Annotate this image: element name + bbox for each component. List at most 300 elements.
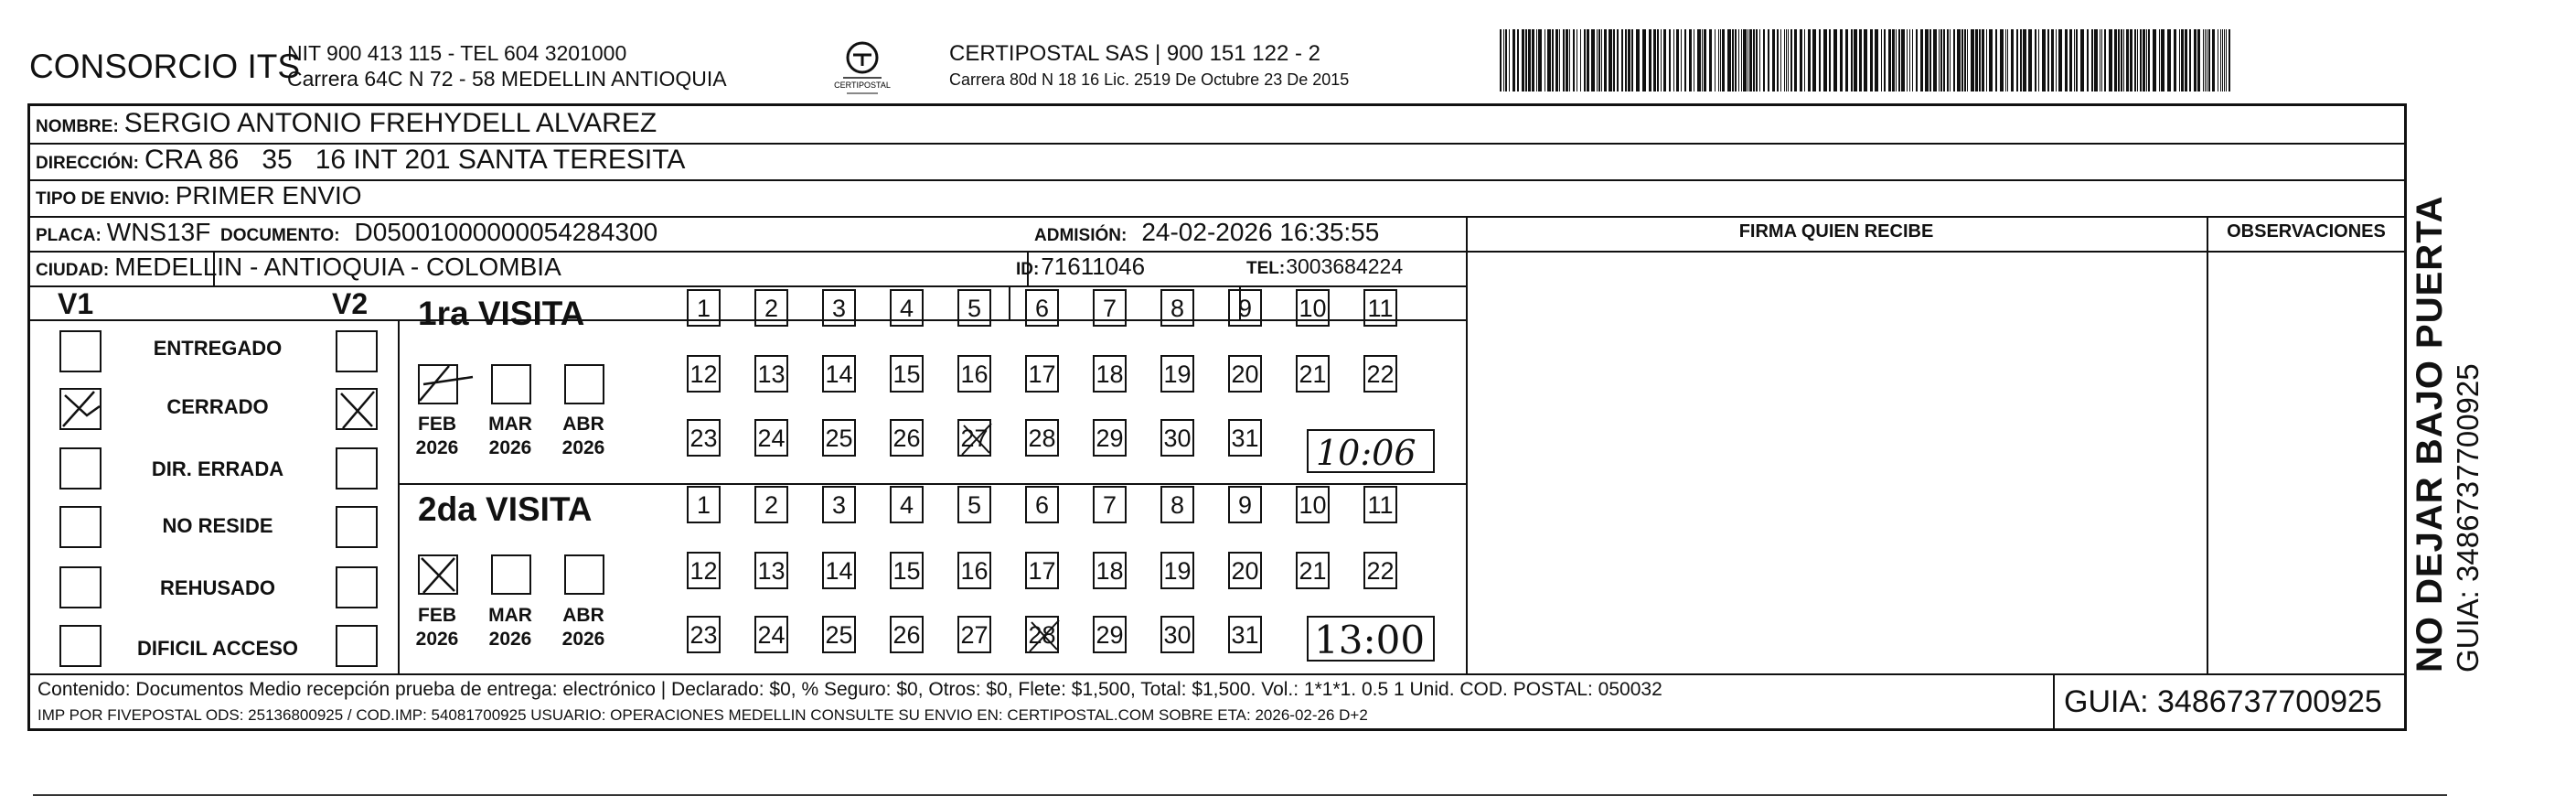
barcode-bar: [1971, 29, 1974, 91]
visit-1-month-mar-label: MAR 2026: [488, 414, 532, 458]
barcode-bar: [1718, 29, 1719, 91]
visit-1-title: 1ra VISITA: [418, 295, 585, 332]
visit-1-day-2[interactable]: 2: [754, 289, 788, 327]
barcode-bar: [1892, 29, 1895, 91]
barcode-bar: [1979, 29, 1981, 91]
barcode-bar: [1907, 29, 1908, 91]
visit-2-day-16[interactable]: 16: [957, 552, 991, 589]
barcode-bar: [1735, 29, 1737, 91]
visit-1-day-8[interactable]: 8: [1160, 289, 1194, 327]
barcode-bar: [2161, 29, 2164, 91]
barcode-bar: [1950, 29, 1951, 91]
visit-2-day-17[interactable]: 17: [1025, 552, 1059, 589]
barcode-bar: [1753, 29, 1755, 91]
barcode-bar: [1909, 29, 1910, 91]
barcode-bar: [1661, 29, 1662, 91]
barcode-bar: [1953, 29, 1955, 91]
documento-value: D05001000000054284300: [354, 218, 658, 246]
visit-2-day-28[interactable]: 28: [1025, 616, 1059, 653]
visit-2-day-26[interactable]: 26: [890, 616, 924, 653]
visit-2-day-25[interactable]: 25: [822, 616, 856, 653]
barcode-bar: [2212, 29, 2215, 91]
barcode-bar: [2220, 29, 2221, 91]
row-tel: [1246, 254, 1403, 279]
barcode-bar: [1512, 29, 1515, 91]
visit-1-month-abr-checkbox[interactable]: [564, 364, 604, 404]
x-mark-icon: [418, 554, 458, 595]
barcode-bar: [1788, 29, 1789, 91]
barcode-bar: [1609, 29, 1612, 91]
visit-2-month-mar-label: MAR 2026: [488, 605, 532, 650]
x-mark-icon: [336, 388, 378, 430]
opt-entregado: ENTREGADO: [153, 337, 283, 360]
barcode-bar: [1532, 29, 1534, 91]
barcode-bar: [2094, 29, 2098, 91]
barcode-bar: [2069, 29, 2072, 91]
v2-checkbox-cerrado[interactable]: [336, 388, 378, 430]
visit-1-day-9[interactable]: 9: [1228, 289, 1262, 327]
visit-1-day-13[interactable]: 13: [754, 355, 788, 393]
certipostal-logo: [828, 35, 896, 101]
visit-1-day-4[interactable]: 4: [890, 289, 924, 327]
visit-1-day-6[interactable]: 6: [1025, 289, 1059, 327]
side-text: [2410, 195, 2485, 672]
visit-2-day-8[interactable]: 8: [1160, 486, 1194, 523]
barcode-bar: [2011, 29, 2014, 91]
certipostal-line: CERTIPOSTAL SAS | 900 151 122 - 2: [949, 41, 1320, 66]
barcode-bar: [2005, 29, 2006, 91]
opt-no-reside: NO RESIDE: [162, 514, 273, 537]
row-placa: [36, 218, 210, 247]
barcode-bar: [1933, 29, 1937, 91]
barcode-bar: [1929, 29, 1931, 91]
v2-checkbox-dir-errada[interactable]: [336, 447, 378, 490]
visit-1-month-feb-checkbox[interactable]: [418, 364, 458, 404]
barcode-bar: [1720, 29, 1721, 91]
tipo-label: TIPO DE ENVIO:: [36, 189, 170, 209]
visit-2-day-5[interactable]: 5: [957, 486, 991, 523]
barcode-bar: [1566, 29, 1568, 91]
delivery-form: [27, 103, 2407, 731]
nit-line: NIT 900 413 115 - TEL 604 3201000: [287, 41, 627, 65]
v2-checkbox-no-reside[interactable]: [336, 506, 378, 548]
company-name: CONSORCIO ITS: [29, 48, 301, 85]
barcode-bar: [2114, 29, 2117, 91]
barcode-bar: [1870, 29, 1873, 91]
barcode-bar: [1851, 29, 1853, 91]
footer-content-line: Contenido: Documentos Medio recepción prueba de entrega: electrónico | Declarado: $0, % Seguro: $0, Otros: $0, Flete: $1,500, Total: $1,500. Vol.: 1*1*1. 0.5 1 Unid. COD. POSTAL: 050032: [37, 679, 1662, 700]
barcode-bar: [2074, 29, 2075, 91]
visit-2-day-11[interactable]: 11: [1363, 486, 1397, 523]
visit-1-day-27[interactable]: 27: [957, 419, 991, 457]
barcode-bar: [1563, 29, 1565, 91]
visit-2-day-1[interactable]: 1: [687, 486, 721, 523]
visit-2-day-27[interactable]: 27: [957, 616, 991, 653]
firma-header: FIRMA QUIEN RECIBE: [1738, 221, 1934, 242]
barcode-bar: [2104, 29, 2106, 91]
row-admision: [1034, 218, 1379, 247]
row-tipo: [36, 181, 362, 210]
barcode-bar: [2153, 29, 2156, 91]
visit-2-day-18[interactable]: 18: [1093, 552, 1127, 589]
barcode-bar: [1786, 29, 1787, 91]
barcode-bar: [1538, 29, 1542, 91]
barcode-bar: [2167, 29, 2171, 91]
visit-2-day-10[interactable]: 10: [1296, 486, 1330, 523]
barcode-bar: [1875, 29, 1878, 91]
barcode-bar: [2179, 29, 2180, 91]
row-documento: [220, 218, 657, 247]
visit-2-month-feb-checkbox[interactable]: [418, 554, 458, 595]
barcode-bar: [2016, 29, 2018, 91]
visit-2-day-2[interactable]: 2: [754, 486, 788, 523]
barcode-bar: [1617, 29, 1619, 91]
visit-1-day-3[interactable]: 3: [822, 289, 856, 327]
tipo-value: PRIMER ENVIO: [175, 181, 362, 210]
barcode-bar: [1584, 29, 1586, 91]
visit-1-day-11[interactable]: 11: [1363, 289, 1397, 327]
row-ciudad: [36, 253, 561, 282]
id-label: ID:: [1016, 260, 1040, 279]
barcode-bar: [2137, 29, 2138, 91]
barcode-bar: [1925, 29, 1929, 91]
barcode-bar: [1503, 29, 1504, 91]
barcode-bar: [1916, 29, 1918, 91]
barcode-bar: [2126, 29, 2129, 91]
barcode-bar: [1649, 29, 1651, 91]
visit-1-day-30[interactable]: 30: [1160, 419, 1194, 457]
ciudad-value: MEDELLIN - ANTIOQUIA - COLOMBIA: [114, 253, 561, 281]
barcode-bar: [2229, 29, 2230, 91]
barcode-bar: [1613, 29, 1615, 91]
documento-label: DOCUMENTO:: [220, 226, 340, 245]
barcode-bar: [1681, 29, 1682, 91]
barcode-bar: [1756, 29, 1758, 91]
admision-label: ADMISIÓN:: [1034, 226, 1128, 245]
barcode-bar: [1790, 29, 1792, 91]
direccion-value: CRA 86 35 16 INT 201 SANTA TERESITA: [144, 145, 686, 175]
row-nombre: [36, 108, 657, 139]
license-line: Carrera 80d N 18 16 Lic. 2519 De Octubre 23 De 2015: [949, 70, 1350, 89]
barcode-bar: [1947, 29, 1949, 91]
barcode-bar: [1684, 29, 1686, 91]
placa-value: WNS13F: [106, 218, 211, 246]
visit-1-month-mar-checkbox[interactable]: [491, 364, 531, 404]
visit-2-month-mar-checkbox[interactable]: [491, 554, 531, 595]
barcode-bar: [1743, 29, 1747, 91]
barcode-bar: [1669, 29, 1671, 91]
barcode-bar: [2226, 29, 2227, 91]
barcode-bar: [1943, 29, 1945, 91]
id-value: 71611046: [1041, 253, 1146, 280]
barcode-bar: [1604, 29, 1607, 91]
barcode-bar: [2203, 29, 2204, 91]
visit-1-day-23[interactable]: 23: [687, 419, 721, 457]
direccion-label: DIRECCIÓN:: [36, 154, 139, 173]
barcode-bar: [1598, 29, 1600, 91]
barcode-bar: [1777, 29, 1779, 91]
certipostal-info: [949, 40, 1349, 93]
visit-1-month-feb-label: FEB 2026: [415, 414, 459, 458]
ciudad-label: CIUDAD:: [36, 261, 110, 280]
barcode-bar: [1505, 29, 1507, 91]
barcode-bar: [1536, 29, 1537, 91]
barcode-bar: [1898, 29, 1900, 91]
barcode-bar: [1896, 29, 1897, 91]
barcode-bar: [2101, 29, 2102, 91]
nombre-label: NOMBRE:: [36, 117, 119, 136]
barcode-bar: [1763, 29, 1765, 91]
footer-info-line: IMP POR FIVEPOSTAL ODS: 25136800925 / COD.IMP: 54081700925 USUARIO: OPERACIONES MEDELLIN CONSULTE SU ENVIO EN: CERTIPOSTAL.COM SOBRE ETA: 2026-02-26 D+2: [37, 706, 1368, 724]
barcode-bar: [1631, 29, 1633, 91]
tel-value: 3003684224: [1286, 254, 1404, 278]
barcode-bar: [1709, 29, 1712, 91]
barcode-bar: [1741, 29, 1742, 91]
no-dejar-warning: NO DEJAR BAJO PUERTA: [2410, 195, 2450, 672]
bottom-divider: [33, 794, 2447, 796]
barcode-bar: [1957, 29, 1961, 91]
side-guia: GUIA: 3486737700925: [2451, 363, 2485, 672]
visit-2-day-3[interactable]: 3: [822, 486, 856, 523]
visit-2-day-14[interactable]: 14: [822, 552, 856, 589]
barcode-bar: [1759, 29, 1760, 91]
visit-1-day-14[interactable]: 14: [822, 355, 856, 393]
barcode-bar: [1804, 29, 1805, 91]
visit-1-day-12[interactable]: 12: [687, 355, 721, 393]
barcode-bar: [2143, 29, 2145, 91]
barcode-bar: [2051, 29, 2054, 91]
admision-value: 24-02-2026 16:35:55: [1141, 218, 1380, 246]
visit-1-day-24[interactable]: 24: [754, 419, 788, 457]
check-mark-icon: [416, 360, 471, 403]
barcode-bar: [1989, 29, 1993, 91]
visit-1-day-18[interactable]: 18: [1093, 355, 1127, 393]
visit-1-day-16[interactable]: 16: [957, 355, 991, 393]
visit-1-day-26[interactable]: 26: [890, 419, 924, 457]
barcode-bar: [1587, 29, 1589, 91]
barcode-bar: [2121, 29, 2122, 91]
barcode-bar: [2174, 29, 2176, 91]
visit-1-month-abr-label: ABR 2026: [561, 414, 605, 458]
visit-2-title: 2da VISITA: [418, 490, 593, 528]
visit-2-day-7[interactable]: 7: [1093, 486, 1127, 523]
visit-2-day-29[interactable]: 29: [1093, 616, 1127, 653]
barcode-bar: [1517, 29, 1519, 91]
barcode-bar: [2134, 29, 2136, 91]
barcode-bar: [2091, 29, 2093, 91]
barcode-bar: [1982, 29, 1984, 91]
barcode-bar: [1901, 29, 1905, 91]
barcode-bar: [2185, 29, 2187, 91]
barcode-bar: [1525, 29, 1527, 91]
barcode-bar: [1986, 29, 1987, 91]
visit-2-day-22[interactable]: 22: [1363, 552, 1397, 589]
visit-1-day-7[interactable]: 7: [1093, 289, 1127, 327]
barcode-bar: [1912, 29, 1913, 91]
barcode-bar: [1621, 29, 1623, 91]
barcode-bar: [2087, 29, 2089, 91]
company-address: Carrera 64C N 72 - 58 MEDELLIN ANTIOQUIA: [287, 67, 727, 91]
visit-2-month-abr-checkbox[interactable]: [564, 554, 604, 595]
barcode-bar: [2035, 29, 2036, 91]
visit-2-day-21[interactable]: 21: [1296, 552, 1330, 589]
v1-checkbox-dificil-acceso[interactable]: [59, 625, 102, 667]
v1-checkbox-rehusado[interactable]: [59, 566, 102, 608]
barcode-bar: [2056, 29, 2057, 91]
barcode-bar: [1702, 29, 1703, 91]
barcode-bar: [1715, 29, 1716, 91]
visit-2-day-9[interactable]: 9: [1228, 486, 1262, 523]
barcode-bar: [1625, 29, 1627, 91]
visit-1-day-19[interactable]: 19: [1160, 355, 1194, 393]
barcode-bar: [1819, 29, 1821, 91]
visit-2-day-24[interactable]: 24: [754, 616, 788, 653]
barcode-bar: [2123, 29, 2124, 91]
barcode-bar: [2109, 29, 2112, 91]
visit-2-day-23[interactable]: 23: [687, 616, 721, 653]
visit-2-day-6[interactable]: 6: [1025, 486, 1059, 523]
barcode-bar: [2065, 29, 2068, 91]
barcode-bar: [1663, 29, 1666, 91]
barcode-bar: [1573, 29, 1575, 91]
v1-checkbox-no-reside[interactable]: [59, 506, 102, 548]
barcode-bar: [1995, 29, 1997, 91]
barcode-bar: [1628, 29, 1630, 91]
barcode-bar: [1552, 29, 1554, 91]
placa-label: PLACA:: [36, 226, 102, 245]
barcode-bar: [2140, 29, 2142, 91]
v1-checkbox-dir-errada[interactable]: [59, 447, 102, 490]
barcode-bar: [1812, 29, 1816, 91]
barcode-bar: [1772, 29, 1775, 91]
barcode-bar: [2194, 29, 2197, 91]
visit-2-day-13[interactable]: 13: [754, 552, 788, 589]
visit-1-day-20[interactable]: 20: [1228, 355, 1262, 393]
barcode-bar: [1528, 29, 1531, 91]
barcode-bar: [2020, 29, 2022, 91]
opt-dificil-acceso: DIFICIL ACCESO: [136, 637, 298, 660]
visit-2-day-20[interactable]: 20: [1228, 552, 1262, 589]
visit-2-day-30[interactable]: 30: [1160, 616, 1194, 653]
visit-1-day-15[interactable]: 15: [890, 355, 924, 393]
barcode-bar: [2197, 29, 2200, 91]
barcode-bar: [1920, 29, 1923, 91]
barcode-bar: [1840, 29, 1843, 91]
visit-1-day-22[interactable]: 22: [1363, 355, 1397, 393]
barcode-bar: [2118, 29, 2120, 91]
barcode-bar: [2159, 29, 2160, 91]
barcode-bar: [1888, 29, 1891, 91]
barcode-bar: [1864, 29, 1867, 91]
v2-header: V2: [332, 287, 369, 320]
visit-1-day-21[interactable]: 21: [1296, 355, 1330, 393]
visit-2-day-4[interactable]: 4: [890, 486, 924, 523]
barcode-bar: [1597, 29, 1598, 91]
x-mark-icon: [958, 420, 995, 458]
barcode-bar: [1749, 29, 1752, 91]
row-direccion: [36, 145, 685, 176]
barcode-bar: [1961, 29, 1963, 91]
barcode-bar: [1642, 29, 1646, 91]
visit-2-month-abr-label: ABR 2026: [561, 605, 605, 650]
barcode-bar: [1697, 29, 1701, 91]
v1-header: V1: [58, 287, 94, 320]
barcode-bar: [1975, 29, 1978, 91]
visit-1-day-28[interactable]: 28: [1025, 419, 1059, 457]
barcode-bar: [1676, 29, 1679, 91]
barcode-bar: [1859, 29, 1862, 91]
barcode-bar: [2080, 29, 2084, 91]
visit-1-day-25[interactable]: 25: [822, 419, 856, 457]
barcode-bar: [1509, 29, 1510, 91]
barcode-bar: [2076, 29, 2078, 91]
x-mark-icon: [1026, 617, 1063, 655]
nombre-value: SERGIO ANTONIO FREHYDELL ALVAREZ: [123, 108, 657, 138]
barcode-bar: [1884, 29, 1886, 91]
visit-1-day-29[interactable]: 29: [1093, 419, 1127, 457]
visit-2-hour-box[interactable]: [1307, 616, 1435, 662]
v1-checkbox-cerrado[interactable]: [59, 388, 102, 430]
footer-guia: GUIA: 3486737700925: [2064, 684, 2382, 719]
visit-1-day-1[interactable]: 1: [687, 289, 721, 327]
barcode-bar: [1580, 29, 1581, 91]
visit-1-hour-box[interactable]: [1307, 429, 1435, 473]
visit-1-day-17[interactable]: 17: [1025, 355, 1059, 393]
barcode-bar: [1881, 29, 1882, 91]
visit-2-day-19[interactable]: 19: [1160, 552, 1194, 589]
barcode-bar: [1555, 29, 1558, 91]
barcode-bar: [1845, 29, 1848, 91]
barcode-bar: [1738, 29, 1739, 91]
check-mark-icon: [59, 388, 102, 430]
company-info: [287, 40, 727, 91]
barcode-bar: [1636, 29, 1640, 91]
v2-checkbox-entregado[interactable]: [336, 330, 378, 372]
barcode-bar: [2222, 29, 2223, 91]
barcode-bar: [1722, 29, 1725, 91]
v2-checkbox-rehusado[interactable]: [336, 566, 378, 608]
logo-text: CERTIPOSTAL: [834, 81, 891, 90]
barcode-bar: [1591, 29, 1595, 91]
visit-2-day-31[interactable]: 31: [1228, 616, 1262, 653]
barcode-bar: [1673, 29, 1674, 91]
barcode-bar: [1569, 29, 1570, 91]
barcode-bar: [1823, 29, 1827, 91]
v1-checkbox-entregado[interactable]: [59, 330, 102, 372]
barcode-bar: [2130, 29, 2132, 91]
barcode-bar: [2189, 29, 2191, 91]
barcode-bar: [2224, 29, 2225, 91]
barcode-bar: [1653, 29, 1656, 91]
visit-1-day-31[interactable]: 31: [1228, 419, 1262, 457]
visit-1-day-5[interactable]: 5: [957, 289, 991, 327]
barcode-bar: [2047, 29, 2049, 91]
visit-1-day-10[interactable]: 10: [1296, 289, 1330, 327]
visit-2-day-15[interactable]: 15: [890, 552, 924, 589]
barcode-bar: [1833, 29, 1837, 91]
v2-checkbox-dificil-acceso[interactable]: [336, 625, 378, 667]
visit-2-day-12[interactable]: 12: [687, 552, 721, 589]
tel-label: TEL:: [1246, 259, 1286, 278]
barcode-bar: [1784, 29, 1785, 91]
barcode-bar: [1854, 29, 1857, 91]
barcode-bar: [1964, 29, 1966, 91]
barcode-bar: [1601, 29, 1602, 91]
barcode-bar: [2181, 29, 2184, 91]
observaciones-header: OBSERVACIONES: [2227, 221, 2386, 242]
barcode-bar: [2007, 29, 2008, 91]
barcode-bar: [2038, 29, 2039, 91]
